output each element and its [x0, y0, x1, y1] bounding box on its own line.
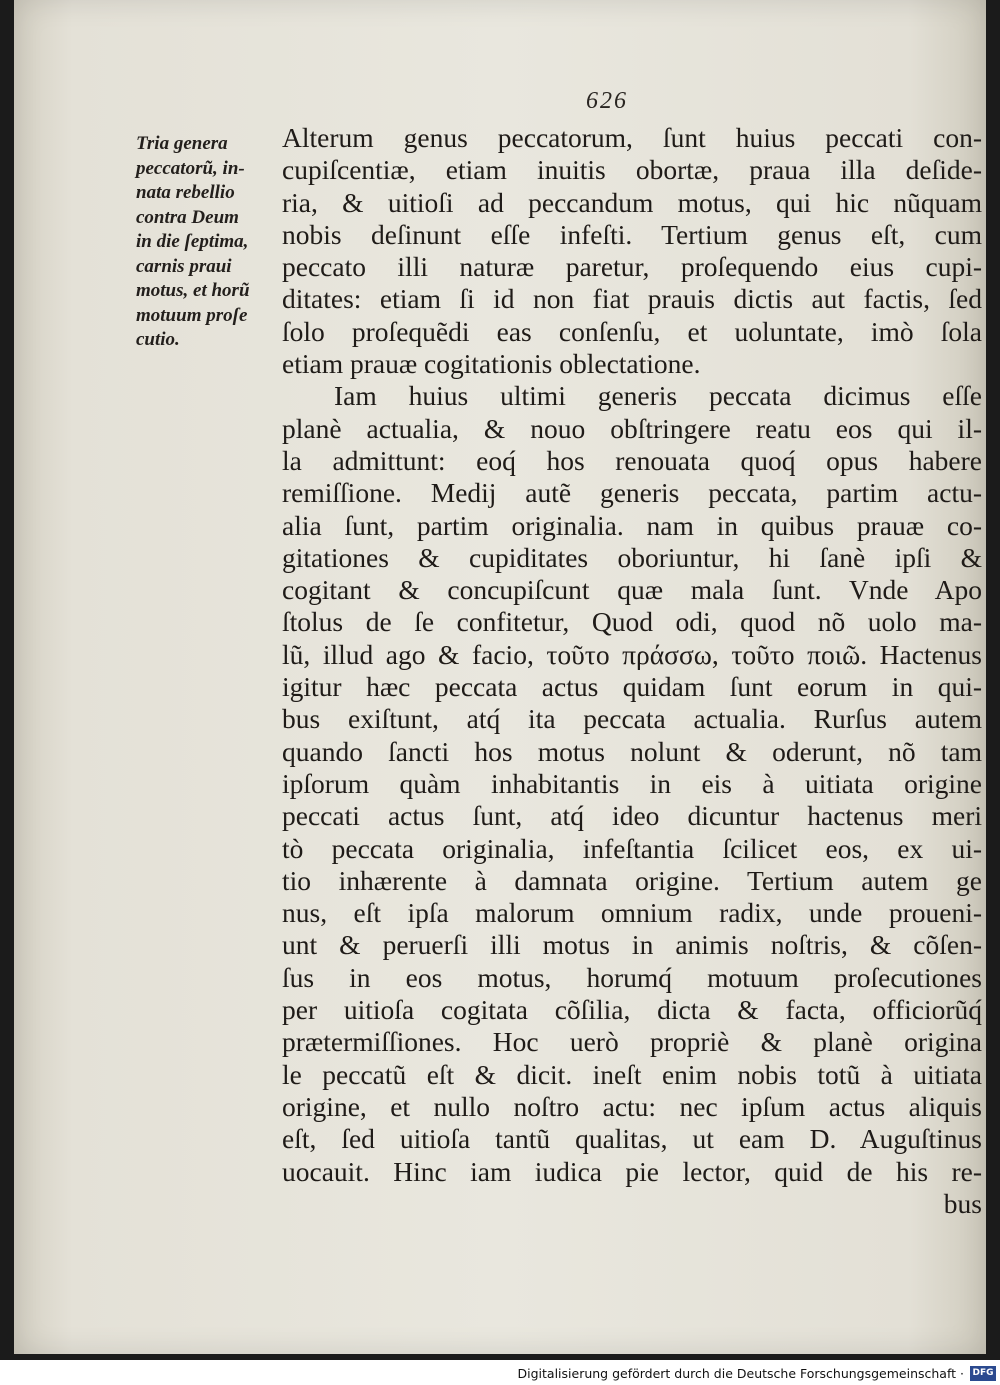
text-line: ditates: etiam ſi id non fiat prauis dictis aut factis, ſed: [282, 283, 982, 315]
text-line: per uitioſa cogitata cõſilia, dicta & facta, officiorũq́: [282, 994, 982, 1026]
text-line: nobis deſinunt eſſe infeſti. Tertium genus eſt, cum: [282, 218, 982, 250]
text-line: ſtolus de ſe confitetur, Quod odi, quod nõ uolo ma-: [282, 606, 982, 638]
text-line: Alterum genus peccatorum, ſunt huius peccati con-: [282, 122, 982, 153]
text-line: etiam prauæ cogitationis oblectatione.: [282, 348, 701, 380]
text-line: nus, eſt ipſa malorum omnium radix, unde proueni-: [282, 897, 982, 929]
text-line: tio inhærente à damnata origine. Tertium autem ge: [282, 864, 982, 896]
text-line: prætermiſſiones. Hoc uerò propriè & planè origina: [282, 1026, 982, 1058]
marginal-note: Tria genera peccatorũ, in- nata rebellio contra Deum in die ſeptima, carnis praui motus, et horũ motuum proſe cutio.: [136, 133, 250, 350]
text-line: bus exiſtunt, atq́ ita peccata actualia. Rurſus autem: [282, 703, 982, 735]
text-line: cupiſcentiæ, etiam inuitis obortæ, praua illa deſide-: [282, 154, 982, 186]
text-line: le peccatũ eſt & dicit. ineſt enim nobis totũ à uitiata: [282, 1058, 982, 1090]
text-line: peccati actus ſunt, atq́ ideo dicuntur hactenus meri: [282, 800, 982, 832]
text-line: la admittunt: eoq́ hos renouata quoq́ opus habere: [282, 444, 982, 476]
text-line: eſt, ſed uitioſa tantũ qualitas, ut eam D. Auguſtinus: [282, 1123, 982, 1155]
dfg-logo: DFG: [970, 1366, 996, 1381]
footer-credit: Digitalisierung gefördert durch die Deutsche Forschungsgemeinschaft ·: [517, 1366, 964, 1381]
text-line: peccato illi naturæ paretur, proſequendo eius cupi-: [282, 251, 982, 283]
text-line: ſus in eos motus, horumq́ motuum proſecutiones: [282, 961, 982, 993]
text-line: origine, et nullo noſtro actu: nec ipſum actus aliquis: [282, 1090, 982, 1122]
text-line: lũ, illud ago & facio, τοῦτο πράσσω, τοῦτο ποιῶ. Hactenus: [282, 638, 982, 670]
text-line: ipſorum quàm inhabitantis in eis à uitiata origine: [282, 767, 982, 799]
text-line: uocauit. Hinc iam iudica pie lector, quid de his re-: [282, 1155, 982, 1187]
text-line: unt & peruerſi illi motus in animis noſtris, & cõſen-: [282, 929, 982, 961]
text-line: ria, & uitioſi ad peccandum motus, qui hic nũquam: [282, 186, 982, 218]
text-line: remiſſione. Medij autẽ generis peccata, partim actu-: [282, 477, 982, 509]
text-line: tò peccata originalia, infeſtantia ſcilicet eos, ex ui-: [282, 832, 982, 864]
text-line: Iam huius ultimi generis peccata dicimus eſſe: [334, 380, 982, 412]
text-line: ſolo proſequẽdi eas conſenſu, et uoluntate, imò ſola: [282, 315, 982, 347]
body-text: [282, 122, 982, 1220]
text-line: cogitant & concupiſcunt quæ mala ſunt. Vnde Apo: [282, 574, 982, 606]
page-number: 626: [586, 88, 628, 114]
catchword: bus: [943, 1187, 982, 1219]
text-line: planè actualia, & nouo obſtringere reatu eos qui il-: [282, 412, 982, 444]
text-line: alia ſunt, partim originalia. nam in quibus prauæ co-: [282, 509, 982, 541]
text-line: gitationes & cupiditates oboriuntur, hi ſanè ipſi &: [282, 541, 982, 573]
text-line: igitur hæc peccata actus quidam ſunt eorum in qui-: [282, 671, 982, 703]
footer: [0, 1364, 1000, 1385]
text-line: quando ſancti hos motus nolunt & oderunt, nõ tam: [282, 735, 982, 767]
book-page: [14, 0, 986, 1354]
